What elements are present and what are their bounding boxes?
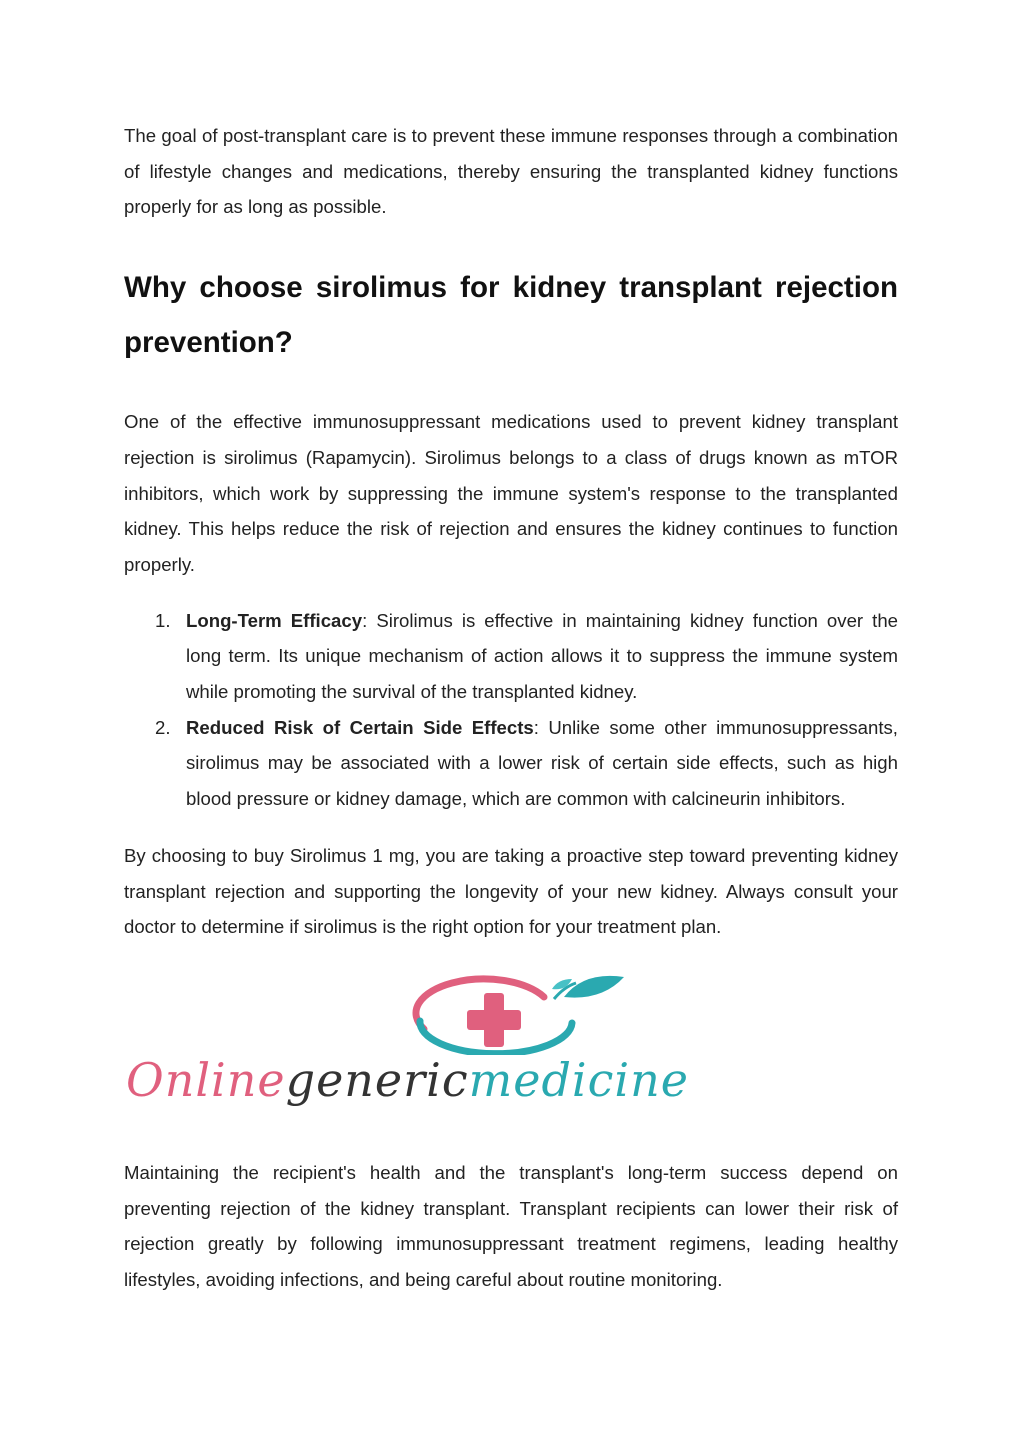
logo-wordmark <box>126 1053 900 1107</box>
medical-cross-apple-icon <box>124 975 898 1055</box>
logo-word-generic: generic <box>285 1052 469 1107</box>
document-page <box>124 118 898 1298</box>
logo-word-medicine: medicine <box>468 1052 689 1107</box>
intro-paragraph: The goal of post-transplant care is to prevent these immune responses through a combination of lifestyle changes and medications, thereby ensuring the transplanted kidney functions properly for as long as possible. <box>124 125 898 218</box>
benefit-text: : Unlike some other immunosuppressants, sirolimus may be associated with a lower risk of certain side effects, such as high blood pressure or kidney damage, which are common with calcineurin inhibitors. <box>186 716 898 810</box>
list-number: 2. <box>155 716 171 738</box>
conclusion-paragraph: By choosing to buy Sirolimus 1 mg, you are taking a proactive step toward preventing kidney transplant rejection and supporting the longevity of your new kidney. Always consult your doctor to determine if sirolimus is the right option for your treatment plan. <box>124 844 898 938</box>
benefit-text: : Sirolimus is effective in maintaining kidney function over the long term. Its unique mechanism of action allows it to suppress the immune system while promoting the survival of the transplanted kidney. <box>186 609 899 703</box>
list-item <box>155 603 899 710</box>
benefit-title: Long-Term Efficacy <box>186 609 363 631</box>
sirolimus-paragraph: One of the effective immunosuppressant medications used to prevent kidney transplant rejection is sirolimus (Rapamycin). Sirolimus belongs to a class of drugs known as mTOR inhibitors, which work by suppressing the immune system's response to the transplanted kidney. This helps reduce the risk of rejection and ensures the kidney continues to function properly. <box>124 411 898 575</box>
logo-word-online: Online <box>126 1052 286 1107</box>
section-heading: Why choose sirolimus for kidney transplant rejection prevention? <box>124 271 898 360</box>
list-item <box>155 710 898 817</box>
list-number: 1. <box>155 609 171 631</box>
benefit-title: Reduced Risk of Certain Side Effects <box>186 716 534 738</box>
closing-paragraph: Maintaining the recipient's health and the transplant's long-term success depend on preventing rejection of the kidney transplant. Transplant recipients can lower their risk of rejection greatly by following immunosuppressant treatment regimens, leading healthy lifestyles, avoiding infections, and being careful about routine monitoring. <box>124 1161 898 1291</box>
benefits-list <box>124 603 898 817</box>
online-generic-medicine-logo <box>124 975 898 1131</box>
